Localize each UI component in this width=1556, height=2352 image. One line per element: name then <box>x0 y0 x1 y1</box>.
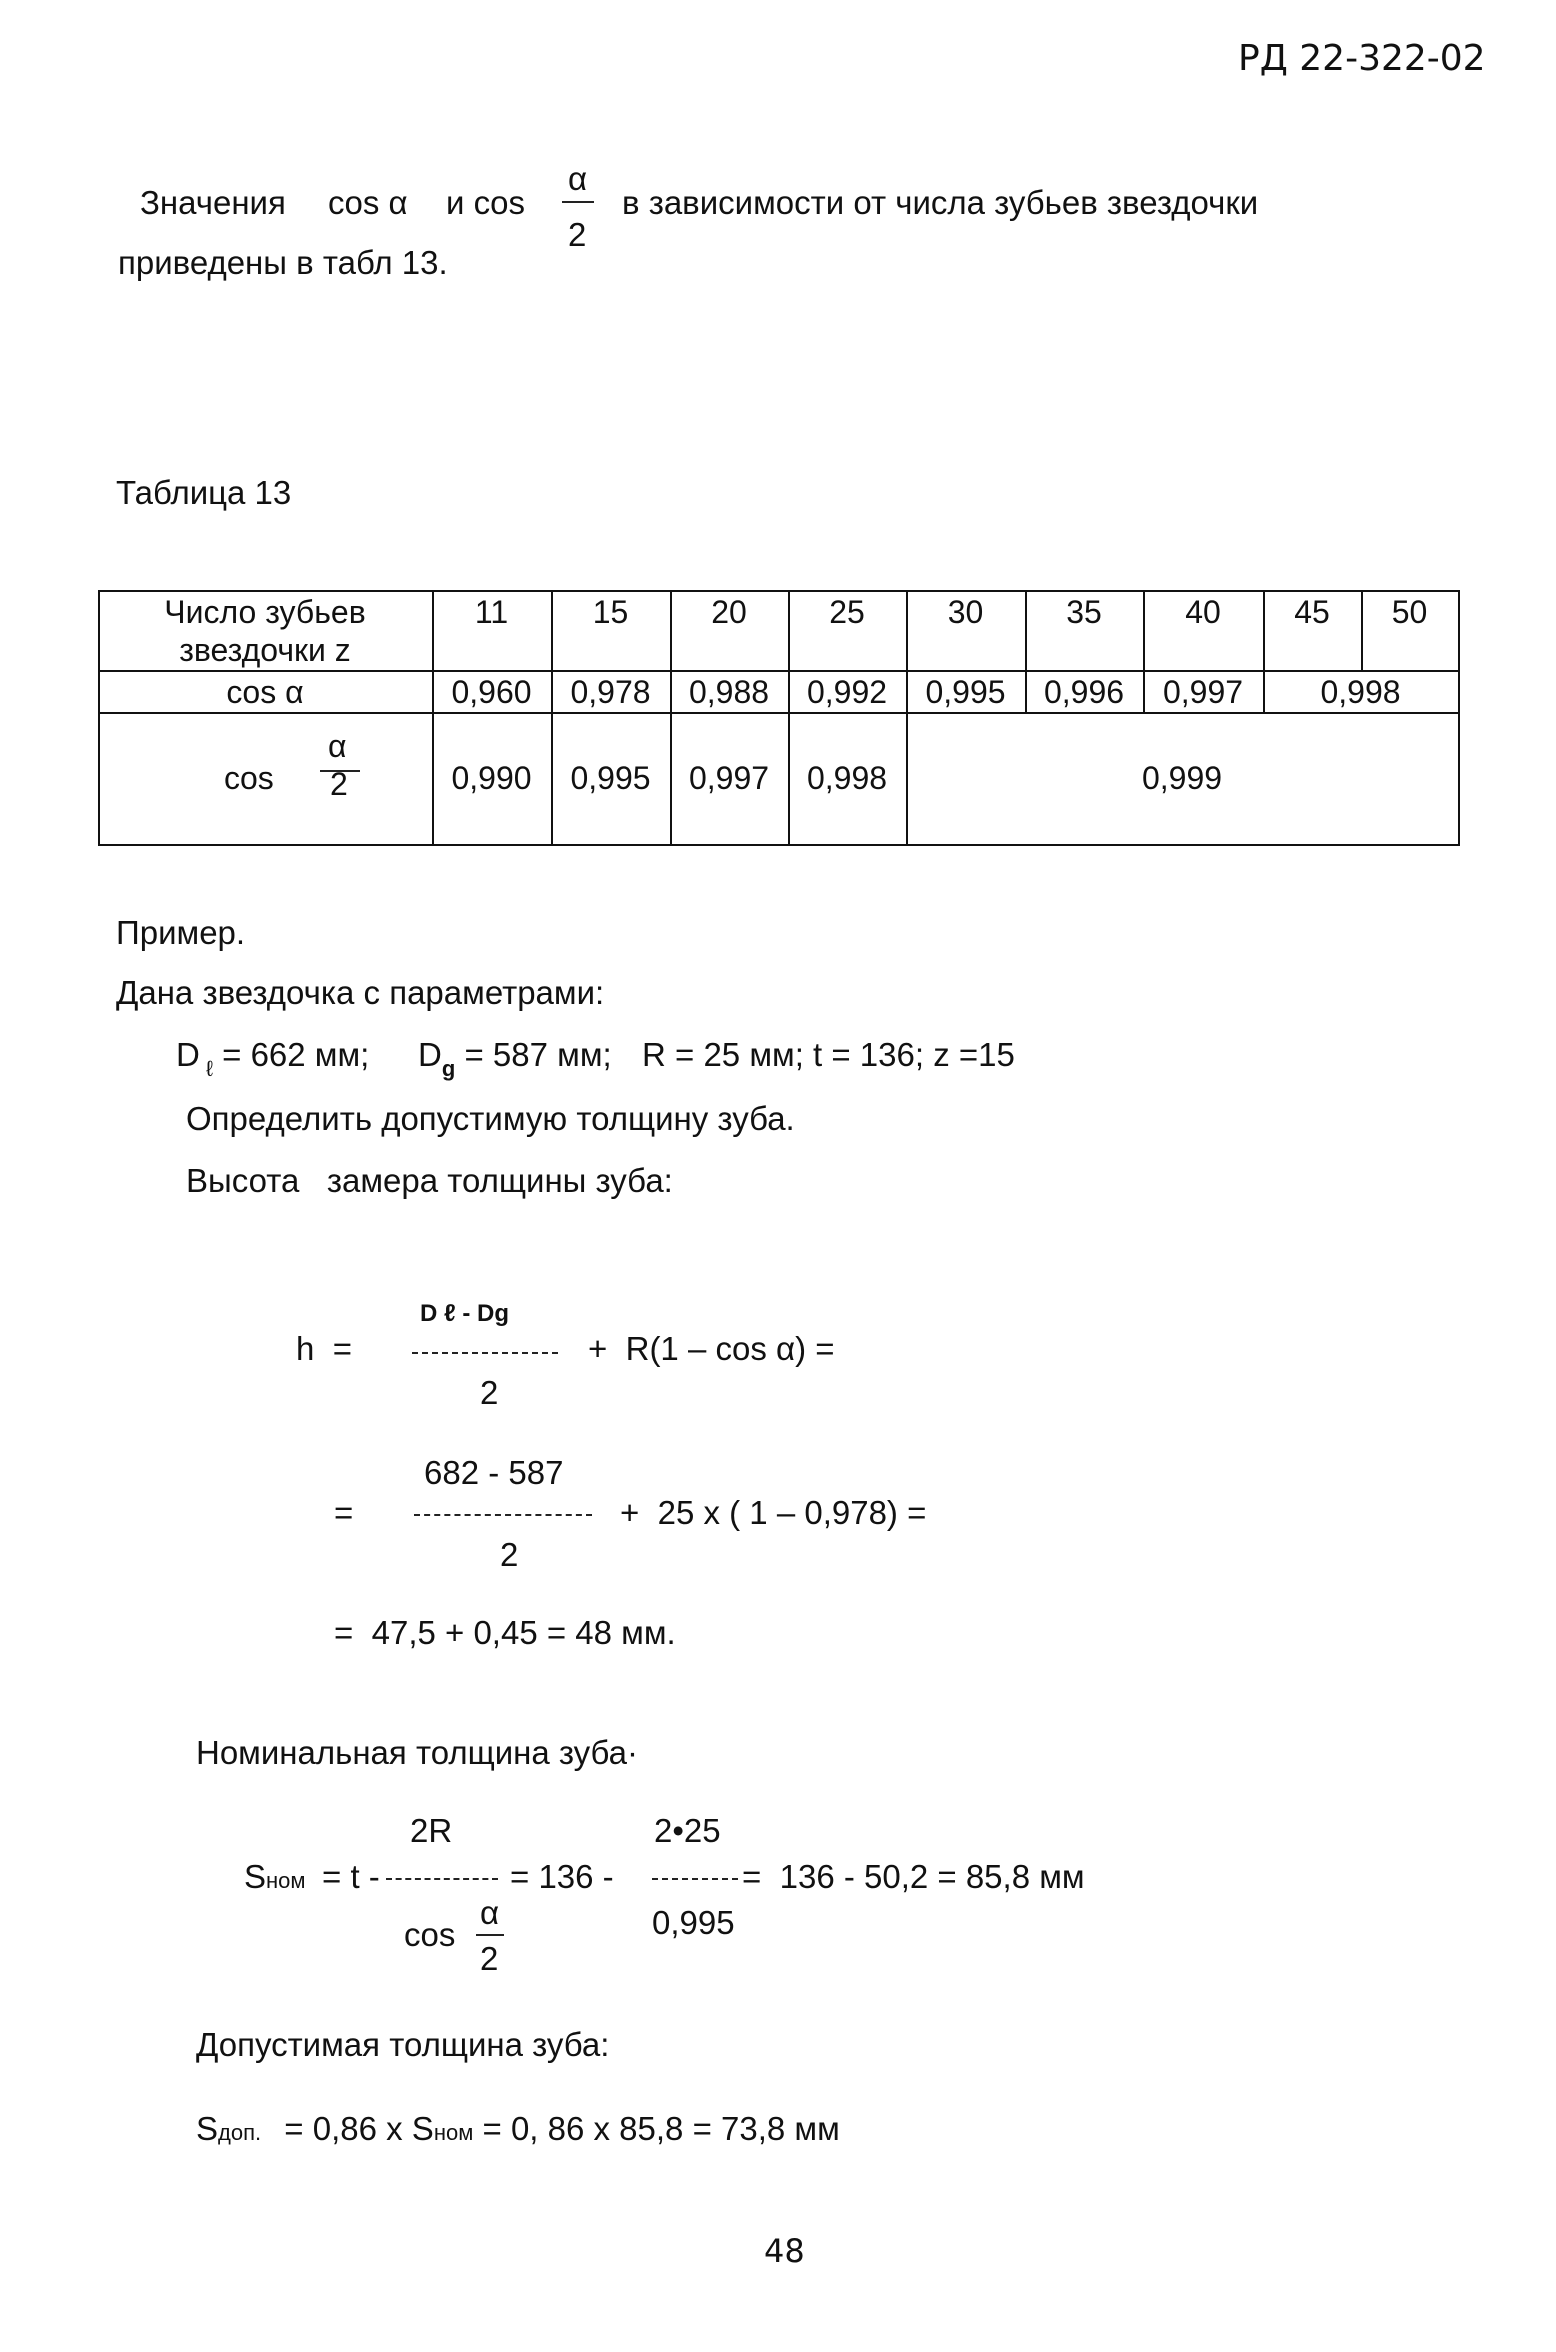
table-border-top <box>98 590 1460 592</box>
allowed-formula: Sдоп. = 0,86 x Sном = 0, 86 x 85,8 = 73,8 мм <box>196 2110 840 2147</box>
table-header-cos-half-cos: cos <box>224 760 274 796</box>
table-header-z-line1: Число зубьев <box>164 594 366 630</box>
table-cell-z: 40 <box>1185 594 1221 630</box>
intro-line-2: приведены в табл 13. <box>118 244 448 281</box>
example-param-dl: D $_\ell$ = 662 мм; <box>176 1036 370 1081</box>
table-cell-z: 30 <box>947 594 984 630</box>
formula-h-numerator: D ℓ - Dg <box>420 1300 510 1327</box>
table-cell-cos-half-alpha: 0,998 <box>806 760 888 796</box>
example-task: Определить допустимую толщину зуба. <box>186 1100 795 1137</box>
nominal-frac-line-1 <box>386 1878 498 1880</box>
example-title: Пример. <box>116 914 246 951</box>
intro-frac-line <box>562 201 594 203</box>
example-height-label: Высота замера толщины зуба: <box>186 1162 673 1199</box>
intro-text-end: в зависимости от числа зубьев звездочки <box>622 184 1259 221</box>
formula-h-frac-line-2 <box>414 1514 592 1516</box>
table-row-divider <box>98 712 1460 714</box>
table-header-z-line2: звездочки z <box>179 632 351 668</box>
intro-and-cos: и cos <box>446 184 525 221</box>
formula-h-numerator-2: 682 - 587 <box>424 1454 564 1491</box>
table-row-divider <box>98 670 1460 672</box>
table-cell-cos-alpha: 0,960 <box>451 674 532 710</box>
formula-h-denominator: 2 <box>480 1374 499 1411</box>
nominal-den2: 0,995 <box>652 1904 735 1941</box>
table-cell-cos-alpha: 0,988 <box>688 674 770 710</box>
table-cell-cos-half-alpha: 0,997 <box>688 760 770 796</box>
nominal-den-num: α <box>480 1894 500 1931</box>
table-header-cos-half-den: 2 <box>330 766 348 802</box>
nominal-den-frac-line <box>476 1934 504 1936</box>
nominal-den-den: 2 <box>480 1940 499 1977</box>
formula-h-result: = 47,5 + 0,45 = 48 мм. <box>334 1614 676 1651</box>
table-cell-cos-alpha: 0,992 <box>806 674 888 710</box>
table-cell-cos-half-alpha: 0,995 <box>570 760 651 796</box>
table-cell-cos-half-alpha: 0,990 <box>451 760 532 796</box>
table-header-cos-alpha: cos α <box>226 674 304 710</box>
nominal-frac-line-2 <box>652 1878 738 1880</box>
nominal-eq1: = t - <box>322 1858 380 1895</box>
table-cell-cos-alpha: 0,998 <box>1320 674 1401 710</box>
intro-cos-alpha: cos α <box>328 184 408 221</box>
page-number: 48 <box>764 2232 805 2270</box>
nominal-tail: = 136 - 50,2 = 85,8 мм <box>742 1858 1085 1895</box>
table-cell-z: 15 <box>592 594 629 630</box>
intro-frac-numerator: α <box>568 160 588 197</box>
table-cell-z: 11 <box>474 594 509 630</box>
example-given: Дана звездочка с параметрами: <box>116 974 605 1011</box>
nominal-num1: 2R <box>410 1812 453 1849</box>
nominal-den-cos: cos <box>404 1916 456 1953</box>
table-cell-cos-alpha: 0,997 <box>1162 674 1244 710</box>
formula-h-tail-2: + 25 x ( 1 – 0,978) = <box>620 1494 927 1531</box>
table-cell-cos-alpha: 0,995 <box>925 674 1006 710</box>
table-cell-z: 45 <box>1294 594 1330 630</box>
nominal-num2: 2•25 <box>654 1812 721 1849</box>
table-border-bottom <box>98 844 1460 846</box>
intro-text-start: Значения <box>140 184 286 221</box>
table-border-right <box>1458 590 1460 846</box>
table-cell-cos-half-alpha: 0,999 <box>1141 760 1223 796</box>
formula-h-eq2: = <box>334 1494 354 1531</box>
nominal-mid: = 136 - <box>510 1858 614 1895</box>
example-param-rest: R = 25 мм; t = 136; z =15 <box>642 1036 1015 1073</box>
document-id: РД 22-322-02 <box>1238 38 1486 79</box>
table-cell-z: 50 <box>1391 594 1428 630</box>
nominal-s: Sном <box>244 1858 306 1895</box>
table-cell-z: 25 <box>829 594 865 630</box>
table-header-cos-half-num: α <box>328 728 347 764</box>
table-cell-z: 35 <box>1066 594 1102 630</box>
nominal-label: Номинальная толщина зуба· <box>196 1734 639 1771</box>
table-cell-cos-alpha: 0,978 <box>570 674 651 710</box>
intro-frac-denominator: 2 <box>568 216 587 253</box>
formula-h-label: h = <box>296 1330 352 1367</box>
example-param-dg: $D_g = 587$ мм; <box>418 1036 612 1081</box>
formula-h-frac-line <box>412 1352 558 1354</box>
table-cell-z: 20 <box>711 594 747 630</box>
formula-h-tail: + R(1 – cos α) = <box>588 1330 835 1367</box>
allowed-label: Допустимая толщина зуба: <box>196 2026 610 2063</box>
table-cell-cos-alpha: 0,996 <box>1043 674 1125 710</box>
table-13 <box>98 590 1460 846</box>
formula-h-denominator-2: 2 <box>500 1536 519 1573</box>
table-caption: Таблица 13 <box>116 474 292 511</box>
